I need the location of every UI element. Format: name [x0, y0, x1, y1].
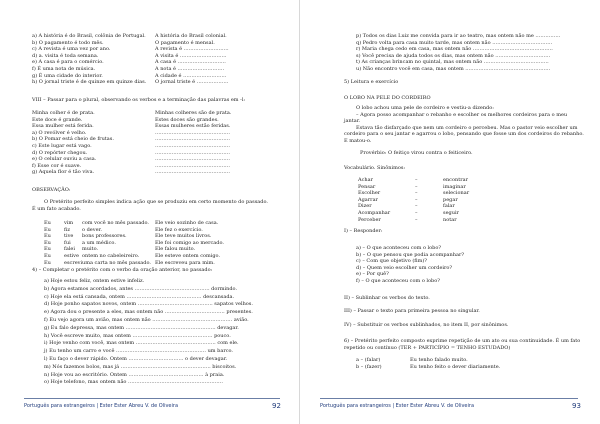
- synonym-word: Pensar: [358, 183, 376, 190]
- synonym-word: Acompanhar: [358, 210, 391, 216]
- exercise-item: s) Você precisa de ajuda todos os dias, mas ontem não ……………………………: [356, 52, 551, 59]
- example-verb: b – (fazer): [356, 363, 382, 370]
- conj-phrase: com você no mês passado.: [82, 220, 150, 226]
- question-item: a) – O que aconteceu com o lobo?: [356, 245, 442, 251]
- story-line: O lobo achou uma pele de cordeiro e vestiu-a dizendo:: [356, 105, 494, 111]
- plural-item-a: f) Esse cor é suave.: [32, 162, 82, 169]
- story-line: Estava tão disfarçado que nem um cordeiro o percebeu. Mas o pastor veio escolher um: [356, 124, 578, 131]
- exercise-heading: VIII – Passar para o plural, observando os verbos e a terminação das palavras em -l:: [32, 97, 246, 103]
- plural-item-a: b) O Pomar está cheio de frutas.: [32, 136, 114, 143]
- plural-item-b: ………………………………………: [155, 162, 230, 169]
- synonym-word: Agarrar: [358, 196, 378, 203]
- conj-subject: Eu: [44, 246, 51, 253]
- plural-item-a: c) Este lugar está vago.: [32, 143, 92, 149]
- exercise-item: p) Todos os dias Luiz me convida para ir ao teatro, mas ontem não me ……………: [356, 33, 561, 39]
- example-sentence: Eu tenho feito o dever diariamente.: [410, 363, 501, 370]
- section-title: Vocabulário. Sinônimos:: [344, 165, 406, 171]
- synonym-dash: –: [415, 203, 418, 210]
- synonym-meaning: encontrar: [443, 177, 468, 183]
- paragraph-line: O Pretérito perfeito simples indica ação que se produziu em certo momento do passado.: [44, 199, 268, 205]
- exercise-item: i) Hoje venho com você, mas ontem ………………………………………… com ele.: [44, 340, 239, 347]
- story-line: cordeiro para o seu jantar e agarrou o lobo, pensando que fosse um dos cordeiros do rebanho.: [344, 131, 584, 138]
- match-item-a: e) A casa é para o comércio.: [32, 59, 104, 66]
- exercise-item: j) Eu tenho um carro e você ……………………………………………… um barco.: [44, 348, 234, 355]
- example-verb: a – (falar): [356, 357, 381, 363]
- exercise-item: e) Agora dou o presente a eles, mas ontem não ……………………………… presentes.: [44, 309, 253, 316]
- conj-phrase: o dever.: [82, 226, 102, 233]
- synonym-word: Escolher: [358, 190, 381, 197]
- match-item-a: f) É uma nota de música.: [32, 66, 96, 72]
- example-sentence: Eu tenho falado muito.: [410, 357, 468, 363]
- exercise-item: r) Maria chega cedo em casa, mas ontem não …………………………………………: [356, 46, 553, 53]
- plural-item-b: ………………………………………: [155, 149, 230, 156]
- match-item-b: A nota é ……………………….: [155, 66, 225, 72]
- conj-verb: escrevi: [64, 259, 83, 266]
- synonym-word: Achar: [358, 177, 374, 183]
- plural-item-a: e) O celular ouviu a casa.: [32, 156, 97, 163]
- conj-example: Ele esteve ontem comigo.: [155, 253, 221, 259]
- question-item: c) – Com que objetivo (fim)?: [356, 258, 427, 265]
- synonym-dash: –: [415, 216, 418, 223]
- question-item: e) – Por quê?: [356, 271, 389, 278]
- section-title: OBSERVAÇÃO:: [32, 187, 71, 193]
- conj-example: Ele teve muitos livros.: [155, 233, 212, 240]
- synonym-dash: –: [415, 196, 418, 203]
- footer-rule: [24, 398, 280, 399]
- synonym-word: Perceber: [358, 216, 381, 223]
- paragraph-line: 6) – Pretérito perfeito composto exprime repetição de um ato ou sua continuidade. É um fato: [344, 338, 581, 344]
- conj-subject: Eu: [44, 239, 51, 246]
- question-item: f) – O que aconteceu com o lobo?: [356, 278, 440, 284]
- match-item-a: d) a. visita é toda semana.: [32, 52, 99, 59]
- match-item-b: O pagamento é mensal.: [155, 39, 215, 46]
- plural-item-a: Minha colher é de prata.: [32, 110, 95, 116]
- match-item-b: A cidade é ……………………..: [155, 72, 227, 79]
- exercise-item: b) Agora estamos acordados, antes ……………………………………… dormindo.: [44, 285, 238, 292]
- plural-item-b: ………………………………………: [155, 136, 230, 143]
- synonym-dash: –: [415, 190, 418, 197]
- story-line: E matou-o.: [344, 138, 372, 144]
- plural-item-b: ………………………………………: [155, 169, 230, 176]
- paragraph-line: É um fato acabado.: [32, 206, 81, 212]
- synonym-dash: –: [415, 183, 418, 190]
- conj-verb: vim: [64, 220, 74, 226]
- match-item-a: b) O pagamento é todo mês.: [32, 39, 104, 46]
- plural-item-b: ………………………………………: [155, 143, 230, 149]
- exercise-item: q) Pedro volta para casa muito tarde, mas ontem não ………………………………: [356, 39, 553, 46]
- plural-item-b: ………………………………………: [155, 156, 230, 163]
- match-item-a: c) A revista é uma vez por ano.: [32, 46, 111, 53]
- exercise-item: l) Eu faço o dever rápido. Ontem …………………………… o dever devagar.: [44, 356, 228, 362]
- match-item-b: A casa é ………………………..: [155, 59, 226, 66]
- exercise-heading: I) – Responder:: [344, 228, 383, 234]
- proverb: Provérbio: O feitiço virou contra o feiticeiro.: [360, 150, 473, 156]
- plural-item-a: g) Aquela flor é tão viva.: [32, 169, 95, 176]
- conj-verb: estive: [64, 253, 79, 259]
- story-line: – Agora posso acompanhar o rebanho e escolher os melhores cordeiros para o meu: [356, 111, 568, 118]
- page-number: 93: [572, 402, 581, 410]
- exercise-item: d) Hoje ponho sapatos novos, ontem ……………………………………… sapatos velhos.: [44, 301, 253, 308]
- synonym-meaning: pegar: [443, 196, 458, 203]
- story-title: O LOBO NA PELE DO CORDEIRO: [344, 95, 431, 101]
- match-item-a: a) A história é do Brasil, colônia de Portugal.: [32, 33, 146, 39]
- exercise-item: n) Hoje vou ao escritório. Ontem ……………………………………… à praia.: [44, 371, 225, 378]
- conj-phrase: a um médico.: [82, 239, 116, 246]
- plural-item-a: Este doce é grande.: [32, 116, 83, 123]
- match-item-b: O jornal triste é ……………….: [155, 79, 229, 86]
- exercise-item: f) Eu vejo agora um avião, mas ontem não ………………………………………… avião.: [44, 317, 249, 323]
- match-item-b: A história do Brasil colonial.: [155, 33, 227, 39]
- conj-phrase: uma carta no mês passado.: [82, 259, 151, 266]
- synonym-meaning: selecionar: [443, 190, 470, 197]
- conj-phrase: bons professores.: [82, 233, 127, 240]
- synonym-meaning: notar: [443, 216, 457, 223]
- paragraph-line: repetido ou contínuo (TER + PARTICÍPIO = TENHO ESTUDADO): [344, 345, 511, 351]
- plural-item-a: Essa mulher está ferida.: [32, 123, 94, 130]
- footer-text: Português para estrangeiros | Ester Ester Abreu V. de Oliveira: [320, 403, 475, 409]
- plural-item-a: a) O revólver é velho.: [32, 129, 87, 136]
- exercise-item: g) Eu falo depressa, mas ontem ……………………………………………… devagar.: [44, 324, 239, 331]
- exercise-item: t) As crianças brincam no quintal, mas ontem não …………………………………: [356, 59, 549, 66]
- exercise-heading: IV) – Substituir os verbos sublinhados, no item II, por sinônimos.: [344, 322, 509, 328]
- question-item: b) – O que pensou que podia acompanhar?: [356, 251, 465, 258]
- synonym-meaning: imaginar: [443, 183, 466, 190]
- conj-phrase: ontem no cabeleireiro.: [82, 253, 140, 259]
- synonym-dash: –: [415, 210, 418, 216]
- conj-verb: fiz: [64, 226, 70, 233]
- exercise-heading: II) – Sublinhar os verbos do texto.: [344, 295, 430, 301]
- conj-verb: falei: [64, 246, 75, 253]
- footer-rule: [320, 398, 578, 399]
- exercise-item: m) Nós fazemos bolos, mas já ……………………………………………… biscoitos.: [44, 363, 237, 370]
- conj-example: Ele escreveu para mim.: [155, 259, 215, 266]
- exercise-item: h) Você escreve muito, mas ontem ………………………………………… pouco.: [44, 332, 231, 339]
- right-page: [300, 0, 600, 424]
- plural-item-b: Essas mulheres estão feridas.: [155, 123, 231, 130]
- conj-example: Ele fez o exercício.: [155, 226, 203, 233]
- conj-subject: Eu: [44, 253, 51, 259]
- conj-subject: Eu: [44, 226, 51, 233]
- question-item: d) – Quem veio escolher um cordeiro?: [356, 264, 453, 271]
- synonym-meaning: falar: [443, 203, 455, 210]
- conj-example: Ele foi comigo ao mercado.: [155, 239, 224, 246]
- conj-example: Ele falou muito.: [155, 246, 196, 253]
- conj-verb: tive: [64, 233, 74, 240]
- story-line: jantar.: [344, 118, 361, 125]
- plural-item-b: Estes doces são grandes.: [155, 116, 219, 123]
- conj-subject: Eu: [44, 233, 51, 240]
- exercise-heading: III) – Passar o texto para primeira pessoa no singular.: [344, 308, 480, 314]
- page-number: 92: [272, 402, 281, 410]
- conj-example: Ele veio sozinho de casa.: [155, 220, 219, 226]
- synonym-meaning: seguir: [443, 210, 459, 216]
- match-item-a: h) O jornal triste é de quinze em quinze dias.: [32, 79, 147, 86]
- exercise-heading: 4) – Completar o pretérito com o verbo da oração anterior, no passado:: [32, 267, 213, 273]
- section-title: 5) Leitura e exercício: [344, 79, 399, 85]
- exercise-item: o) Hoje telefono, mas ontem não …………………………………………………: [44, 379, 224, 386]
- footer-text: Português para estrangeiros | Ester Ester Abreu V. de Oliveira: [24, 403, 179, 409]
- plural-item-a: d) O repórter chegou.: [32, 149, 88, 156]
- match-item-b: A visita é ……………………….: [155, 52, 227, 59]
- conj-subject: Eu: [44, 220, 51, 226]
- synonym-word: Dizer: [358, 203, 372, 210]
- match-item-a: g) É uma cidade do interior.: [32, 72, 103, 79]
- conj-phrase: muito.: [82, 246, 99, 253]
- plural-item-b: Minhas colheres são de prata.: [155, 110, 232, 116]
- exercise-item: c) Hoje ela está cansada, ontem ……………………………………… descansada.: [44, 293, 235, 300]
- exercise-item: u) Não encontro você em casa, mas ontem ……………………………………………: [356, 66, 551, 72]
- match-item-b: A revista é ………………………: [155, 46, 229, 53]
- conj-verb: fui: [64, 239, 71, 246]
- plural-item-b: ………………………………………: [155, 129, 230, 136]
- exercise-item: a) Hoje estou feliz, ontem estive infeliz.: [44, 278, 145, 284]
- synonym-dash: –: [415, 177, 418, 183]
- conj-subject: Eu: [44, 259, 51, 266]
